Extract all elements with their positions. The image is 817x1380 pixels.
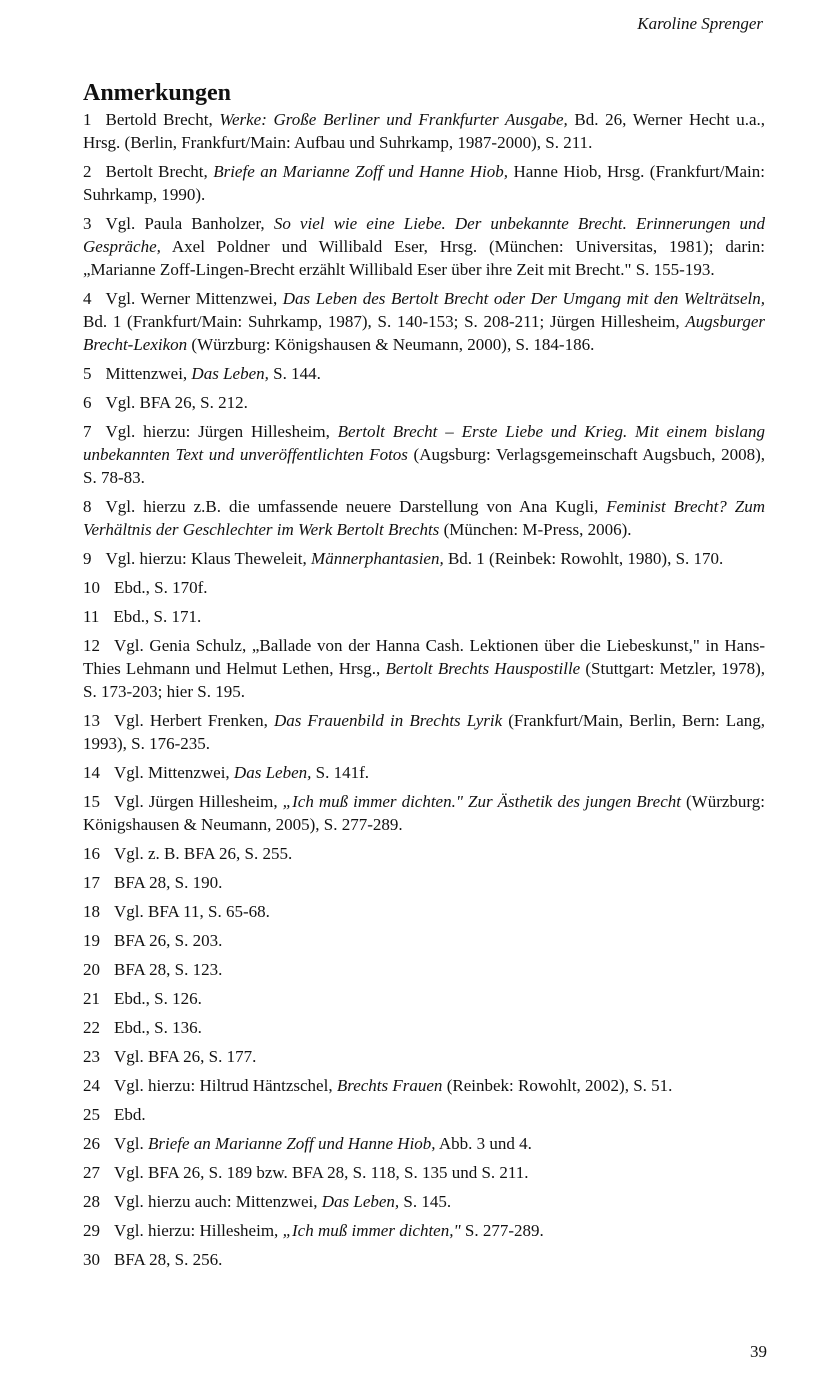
endnote bbox=[83, 605, 765, 628]
endnote bbox=[83, 108, 765, 154]
endnote bbox=[83, 842, 765, 865]
endnote-text: Vgl. Genia Schulz, „Ballade von der Hanna Cash. Lektionen über die Liebeskunst," in Hans-Thies Lehmann und Helmut Lethen, Hrsg., bbox=[83, 636, 765, 678]
endnote-text: S. 145. bbox=[399, 1192, 452, 1211]
endnote-number: 24 bbox=[83, 1076, 100, 1095]
endnote-title: Bertolt Brechts Hauspostille bbox=[385, 659, 581, 678]
endnote bbox=[83, 547, 765, 570]
endnote bbox=[83, 929, 765, 952]
endnote-title: „Ich muß immer dichten," bbox=[282, 1221, 461, 1240]
endnote bbox=[83, 761, 765, 784]
endnote-number: 16 bbox=[83, 844, 100, 863]
endnote bbox=[83, 987, 765, 1010]
endnote bbox=[83, 958, 765, 981]
endnote bbox=[83, 160, 765, 206]
endnote-title: Feminist Brecht? Zum Verhältnis der Geschlechter im Werk Bertolt Brechts bbox=[83, 497, 765, 539]
endnote-title: Briefe an Marianne Zoff und Hanne Hiob, bbox=[148, 1134, 436, 1153]
endnote bbox=[83, 1016, 765, 1039]
endnote-number: 10 bbox=[83, 578, 100, 597]
endnote-text: BFA 28, S. 123. bbox=[114, 960, 223, 979]
endnote-text: Vgl. Herbert Frenken, bbox=[114, 711, 274, 730]
endnote bbox=[83, 391, 765, 414]
endnote-text: Bertolt Brecht, bbox=[105, 162, 214, 181]
endnote-text: (Würzburg: Königshausen & Neumann, 2005), S. 277-289. bbox=[83, 792, 766, 834]
endnote-text: (Reinbek: Rowohlt, 2002), S. 51. bbox=[442, 1076, 673, 1095]
endnote-text: BFA 26, S. 203. bbox=[114, 931, 223, 950]
endnote-title: Das Leben des Bertolt Brecht oder Der Umgang mit den Welträtseln, bbox=[282, 289, 765, 308]
endnote-number: 22 bbox=[83, 1018, 100, 1037]
endnote-title: Werke: Große Berliner und Frankfurter Ausgabe, bbox=[219, 110, 568, 129]
section-title: Anmerkungen bbox=[83, 80, 232, 106]
endnote-text: Vgl. hierzu: Hillesheim, bbox=[114, 1221, 283, 1240]
endnote-number: 21 bbox=[83, 989, 100, 1008]
endnote-text: Bd. 26, Werner Hecht u.a., Hrsg. (Berlin, Frankfurt/Main: Aufbau und Suhrkamp, 1987-2000), S. 211. bbox=[83, 110, 765, 152]
endnote-text: Ebd., S. 136. bbox=[114, 1018, 202, 1037]
endnote-number: 27 bbox=[83, 1163, 100, 1182]
running-header: Karoline Sprenger bbox=[637, 14, 763, 33]
endnote bbox=[83, 212, 765, 281]
endnote bbox=[83, 576, 765, 599]
endnote bbox=[83, 362, 765, 385]
endnote-text: BFA 28, S. 190. bbox=[114, 873, 223, 892]
endnote bbox=[83, 1219, 765, 1242]
endnote-text: Bd. 1 (Frankfurt/Main: Suhrkamp, 1987), S. 140-153; S. 208-211; Jürgen Hillesheim, bbox=[83, 312, 686, 331]
endnote-number: 11 bbox=[83, 607, 100, 626]
endnote-text: S. 144. bbox=[268, 364, 321, 383]
endnote-text: Abb. 3 und 4. bbox=[435, 1134, 532, 1153]
endnote-text: Mittenzwei, bbox=[105, 364, 192, 383]
endnote-text: (Würzburg: Königshausen & Neumann, 2000), S. 184-186. bbox=[187, 335, 595, 354]
endnote-text: Ebd. bbox=[114, 1105, 146, 1124]
endnote bbox=[83, 1161, 765, 1184]
endnote-title: Das Leben, bbox=[321, 1192, 400, 1211]
endnote-title: Das Leben, bbox=[233, 763, 312, 782]
endnote-text: Vgl. Paula Banholzer, bbox=[105, 214, 274, 233]
endnote-text: Vgl. Jürgen Hillesheim, bbox=[114, 792, 283, 811]
endnote-number: 9 bbox=[83, 549, 92, 568]
endnotes-list bbox=[83, 108, 765, 1277]
endnote-text: Vgl. Werner Mittenzwei, bbox=[105, 289, 283, 308]
endnote-number: 4 bbox=[83, 289, 92, 308]
endnote-title: Bertolt Brecht – Erste Liebe und Krieg. Mit einem bislang unbekannten Text und unveröffentlichten Fotos bbox=[83, 422, 765, 464]
endnote-text: Ebd., S. 170f. bbox=[114, 578, 208, 597]
endnote bbox=[83, 634, 765, 703]
endnote-text: Vgl. hierzu auch: Mittenzwei, bbox=[114, 1192, 322, 1211]
endnote-number: 2 bbox=[83, 162, 92, 181]
endnote-text: Bertold Brecht, bbox=[105, 110, 220, 129]
endnote-title: Brechts Frauen bbox=[336, 1076, 443, 1095]
endnote-number: 13 bbox=[83, 711, 100, 730]
endnote-text: Ebd., S. 171. bbox=[113, 607, 202, 626]
endnote-text: (Augsburg: Verlagsgemeinschaft Augsbuch, 2008), S. 78-83. bbox=[83, 445, 765, 487]
endnote-number: 19 bbox=[83, 931, 100, 950]
endnote-number: 26 bbox=[83, 1134, 100, 1153]
endnote bbox=[83, 420, 765, 489]
endnote-text: Vgl. BFA 26, S. 177. bbox=[114, 1047, 257, 1066]
endnote bbox=[83, 790, 765, 836]
endnote-number: 7 bbox=[83, 422, 92, 441]
endnote-text: Vgl. BFA 26, S. 212. bbox=[105, 393, 248, 412]
endnote-text: Vgl. hierzu: Jürgen Hillesheim, bbox=[105, 422, 338, 441]
endnote bbox=[83, 900, 765, 923]
endnote-number: 23 bbox=[83, 1047, 100, 1066]
endnote-text: Hanne Hiob, Hrsg. (Frankfurt/Main: Suhrkamp, 1990). bbox=[83, 162, 765, 204]
endnote-text: Bd. 1 (Reinbek: Rowohlt, 1980), S. 170. bbox=[443, 549, 724, 568]
endnote-text: Vgl. BFA 11, S. 65-68. bbox=[114, 902, 270, 921]
endnote-number: 12 bbox=[83, 636, 100, 655]
endnote-number: 5 bbox=[83, 364, 92, 383]
endnote-title: „Ich muß immer dichten." Zur Ästhetik des jungen Brecht bbox=[282, 792, 681, 811]
endnote bbox=[83, 1045, 765, 1068]
endnote-text: Vgl. bbox=[114, 1134, 148, 1153]
endnote bbox=[83, 1248, 765, 1271]
endnote-number: 18 bbox=[83, 902, 100, 921]
endnote-number: 14 bbox=[83, 763, 100, 782]
endnote bbox=[83, 287, 765, 356]
endnote-text: (Frankfurt/Main, Berlin, Bern: Lang, 1993), S. 176-235. bbox=[83, 711, 765, 753]
endnote-number: 1 bbox=[83, 110, 92, 129]
endnote-number: 3 bbox=[83, 214, 92, 233]
endnote-text: Ebd., S. 126. bbox=[114, 989, 202, 1008]
endnote-text: Vgl. hierzu: Klaus Theweleit, bbox=[105, 549, 312, 568]
endnote bbox=[83, 709, 765, 755]
endnote-text: Vgl. Mittenzwei, bbox=[114, 763, 234, 782]
endnote-text: S. 141f. bbox=[311, 763, 369, 782]
endnote-title: Männerphantasien, bbox=[311, 549, 444, 568]
endnote-number: 6 bbox=[83, 393, 92, 412]
endnote-text: BFA 28, S. 256. bbox=[114, 1250, 223, 1269]
endnote-number: 28 bbox=[83, 1192, 100, 1211]
endnote bbox=[83, 1074, 765, 1097]
endnote-text: (Stuttgart: Metzler, 1978), S. 173-203; hier S. 195. bbox=[83, 659, 765, 701]
endnote-number: 20 bbox=[83, 960, 100, 979]
endnote bbox=[83, 1190, 765, 1213]
endnote-text: Vgl. z. B. BFA 26, S. 255. bbox=[114, 844, 293, 863]
endnote-number: 8 bbox=[83, 497, 92, 516]
endnote-title: Das Leben, bbox=[191, 364, 269, 383]
endnote-title: Augsburger Brecht-Lexikon bbox=[83, 312, 765, 354]
endnote-number: 29 bbox=[83, 1221, 100, 1240]
endnote-number: 25 bbox=[83, 1105, 100, 1124]
endnote-number: 15 bbox=[83, 792, 100, 811]
endnote-title: Briefe an Marianne Zoff und Hanne Hiob, bbox=[213, 162, 509, 181]
page-number: 39 bbox=[750, 1342, 767, 1361]
endnote-number: 30 bbox=[83, 1250, 100, 1269]
endnote bbox=[83, 871, 765, 894]
endnote-text: Vgl. BFA 26, S. 189 bzw. BFA 28, S. 118, S. 135 und S. 211. bbox=[114, 1163, 529, 1182]
endnote bbox=[83, 495, 765, 541]
endnote-title: So viel wie eine Liebe. Der unbekannte Brecht. Erinnerungen und Gespräche, bbox=[83, 214, 766, 256]
endnote-text: (München: M-Press, 2006). bbox=[439, 520, 632, 539]
endnote-text: S. 277-289. bbox=[460, 1221, 544, 1240]
endnote-text: Axel Poldner und Willibald Eser, Hrsg. (München: Universitas, 1981); darin: „Marianne Zoff-Lingen-Brecht erzählt Willibald Eser über ihre Zeit mit Brecht." S. 155-193. bbox=[83, 237, 765, 279]
endnote bbox=[83, 1103, 765, 1126]
endnote-text: Vgl. hierzu z.B. die umfassende neuere Darstellung von Ana Kugli, bbox=[105, 497, 607, 516]
endnote-title: Das Frauenbild in Brechts Lyrik bbox=[273, 711, 503, 730]
endnote-number: 17 bbox=[83, 873, 100, 892]
endnote-text: Vgl. hierzu: Hiltrud Häntzschel, bbox=[114, 1076, 337, 1095]
endnote bbox=[83, 1132, 765, 1155]
